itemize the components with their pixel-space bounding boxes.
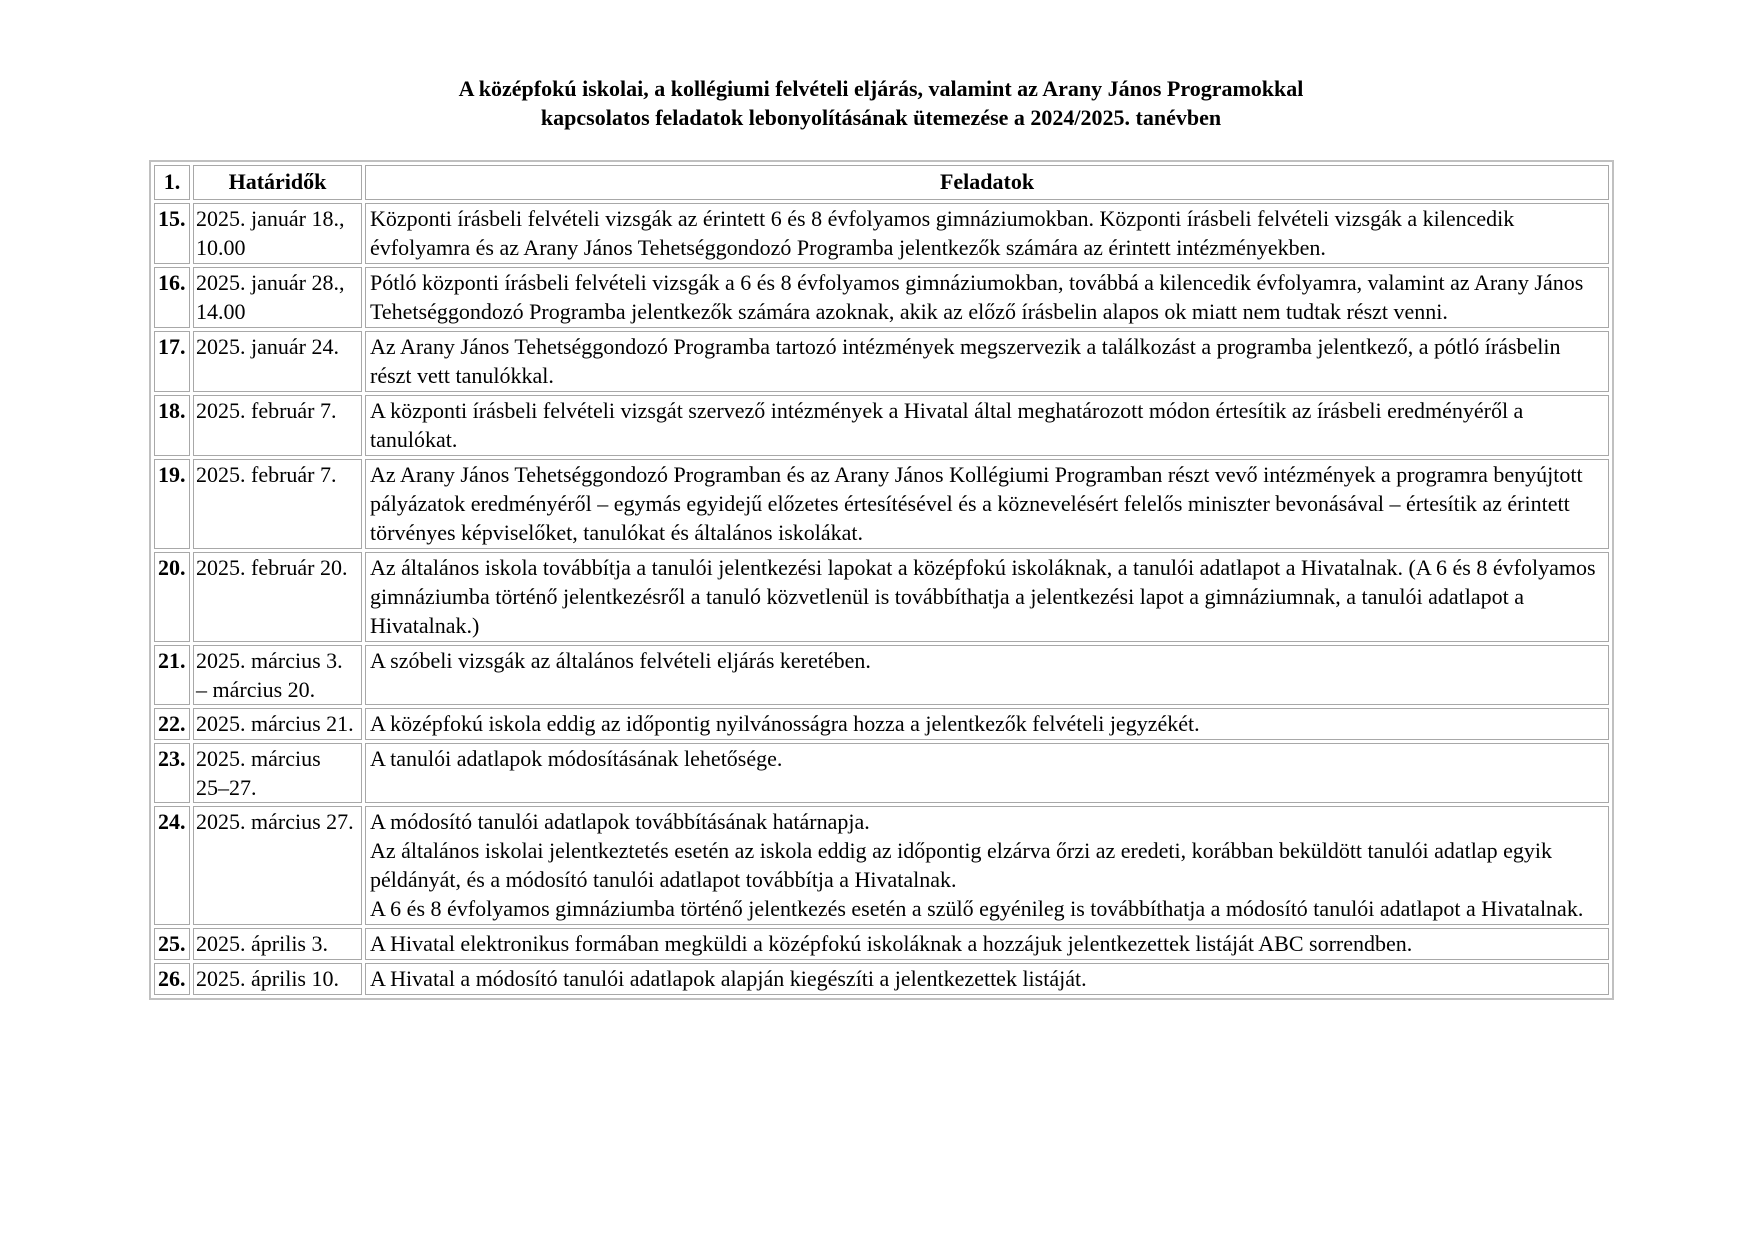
header-tasks: Feladatok xyxy=(365,165,1609,200)
task-paragraph: A tanulói adatlapok módosításának lehetősége. xyxy=(370,746,783,771)
task-paragraph: A középfokú iskola eddig az időpontig nyilvánosságra hozza a jelentkezők felvételi jegyzékét. xyxy=(370,711,1200,736)
page-title xyxy=(150,74,1612,132)
table-row xyxy=(154,928,1609,960)
table-row xyxy=(154,806,1609,925)
task-paragraph: A központi írásbeli felvételi vizsgát szervező intézmények a Hivatal által meghatározott módon értesítik az írásbeli eredményéről a tanulókat. xyxy=(370,398,1524,452)
table-row xyxy=(154,267,1609,328)
row-number: 26. xyxy=(154,963,190,995)
row-tasks xyxy=(365,459,1609,549)
row-tasks xyxy=(365,708,1609,740)
row-number: 25. xyxy=(154,928,190,960)
row-tasks xyxy=(365,267,1609,328)
table-row xyxy=(154,963,1609,995)
table-row xyxy=(154,552,1609,642)
row-tasks xyxy=(365,395,1609,456)
task-paragraph: A szóbeli vizsgák az általános felvételi eljárás keretében. xyxy=(370,648,871,673)
row-number: 21. xyxy=(154,645,190,705)
row-deadline: 2025. április 10. xyxy=(193,963,362,995)
row-deadline: 2025. január 24. xyxy=(193,331,362,392)
task-paragraph: Pótló központi írásbeli felvételi vizsgák a 6 és 8 évfolyamos gimnáziumokban, továbbá a kilencedik évfolyamra, valamint az Arany János Tehetséggondozó Programba jelentkezők számára azoknak, akik az előző írásbelin alapos ok miatt nem tudtak részt venni. xyxy=(370,270,1584,324)
table-row xyxy=(154,203,1609,264)
row-number: 23. xyxy=(154,743,190,803)
task-paragraph: Az Arany János Tehetséggondozó Programban és az Arany János Kollégiumi Programban részt vevő intézmények a programra benyújtott pályázatok eredményéről – egymás egyidejű előzetes értesítésével és a köznevelésért felelős miniszter bevonásával – értesítik az érintett törvényes képviselőket, tanulókat és általános iskolákat. xyxy=(370,462,1583,545)
row-deadline: 2025. április 3. xyxy=(193,928,362,960)
row-number: 15. xyxy=(154,203,190,264)
row-number: 17. xyxy=(154,331,190,392)
header-deadlines: Határidők xyxy=(193,165,362,200)
page-title-line-1: A középfokú iskolai, a kollégiumi felvételi eljárás, valamint az Arany János Programokkal xyxy=(458,76,1304,101)
table-row xyxy=(154,645,1609,705)
table-row xyxy=(154,743,1609,803)
row-deadline: 2025. február 7. xyxy=(193,459,362,549)
row-tasks xyxy=(365,645,1609,705)
table-header-row xyxy=(154,165,1609,200)
row-tasks xyxy=(365,743,1609,803)
row-number: 22. xyxy=(154,708,190,740)
row-deadline: 2025. február 7. xyxy=(193,395,362,456)
task-paragraph: A módosító tanulói adatlapok továbbításának határnapja. xyxy=(370,809,870,834)
schedule-table xyxy=(149,160,1614,1000)
row-number: 16. xyxy=(154,267,190,328)
row-number: 18. xyxy=(154,395,190,456)
row-deadline: 2025. március 27. xyxy=(193,806,362,925)
row-number: 19. xyxy=(154,459,190,549)
task-paragraph: Az Arany János Tehetséggondozó Programba tartozó intézmények megszervezik a találkozást a programba jelentkező, a pótló írásbelin részt vett tanulókkal. xyxy=(370,334,1561,388)
schedule-body xyxy=(154,203,1609,995)
table-row xyxy=(154,708,1609,740)
task-paragraph: A Hivatal a módosító tanulói adatlapok alapján kiegészíti a jelentkezettek listáját. xyxy=(370,966,1087,991)
row-number: 24. xyxy=(154,806,190,925)
row-number: 20. xyxy=(154,552,190,642)
row-deadline: 2025. március 21. xyxy=(193,708,362,740)
task-paragraph: Az általános iskola továbbítja a tanulói jelentkezési lapokat a középfokú iskoláknak, a tanulói adatlapot a Hivatalnak. (A 6 és 8 évfolyamos gimnáziumba történő jelentkezésről a tanuló közvetlenül is továbbíthatja a jelentkezési lapot a gimnáziumnak, a tanulói adatlapot a Hivatalnak.) xyxy=(370,555,1596,638)
row-tasks xyxy=(365,928,1609,960)
row-deadline: 2025. március 25–27. xyxy=(193,743,362,803)
table-row xyxy=(154,459,1609,549)
header-number: 1. xyxy=(154,165,190,200)
task-paragraph: A Hivatal elektronikus formában megküldi a középfokú iskoláknak a hozzájuk jelentkezettek listáját ABC sorrendben. xyxy=(370,931,1413,956)
row-tasks xyxy=(365,331,1609,392)
row-deadline: 2025. január 28., 14.00 xyxy=(193,267,362,328)
task-paragraph: Az általános iskolai jelentkeztetés esetén az iskola eddig az időpontig elzárva őrzi az eredeti, korábban beküldött tanulói adatlap egyik példányát, és a módosító tanulói adatlapot továbbítja a Hivatalnak. xyxy=(370,838,1553,892)
row-deadline: 2025. január 18., 10.00 xyxy=(193,203,362,264)
row-deadline: 2025. február 20. xyxy=(193,552,362,642)
table-row xyxy=(154,395,1609,456)
task-paragraph: Központi írásbeli felvételi vizsgák az érintett 6 és 8 évfolyamos gimnáziumokban. Központi írásbeli felvételi vizsgák a kilencedik évfolyamra és az Arany János Tehetséggondozó Programba jelentkezők számára az érintett intézményekben. xyxy=(370,206,1515,260)
row-tasks xyxy=(365,552,1609,642)
table-row xyxy=(154,331,1609,392)
row-tasks xyxy=(365,806,1609,925)
task-paragraph: A 6 és 8 évfolyamos gimnáziumba történő jelentkezés esetén a szülő egyénileg is továbbíthatja a módosító tanulói adatlapot a Hivatalnak. xyxy=(370,896,1584,921)
row-deadline: 2025. március 3. – március 20. xyxy=(193,645,362,705)
row-tasks xyxy=(365,203,1609,264)
page-title-line-2: kapcsolatos feladatok lebonyolításának ütemezése a 2024/2025. tanévben xyxy=(540,105,1222,130)
row-tasks xyxy=(365,963,1609,995)
